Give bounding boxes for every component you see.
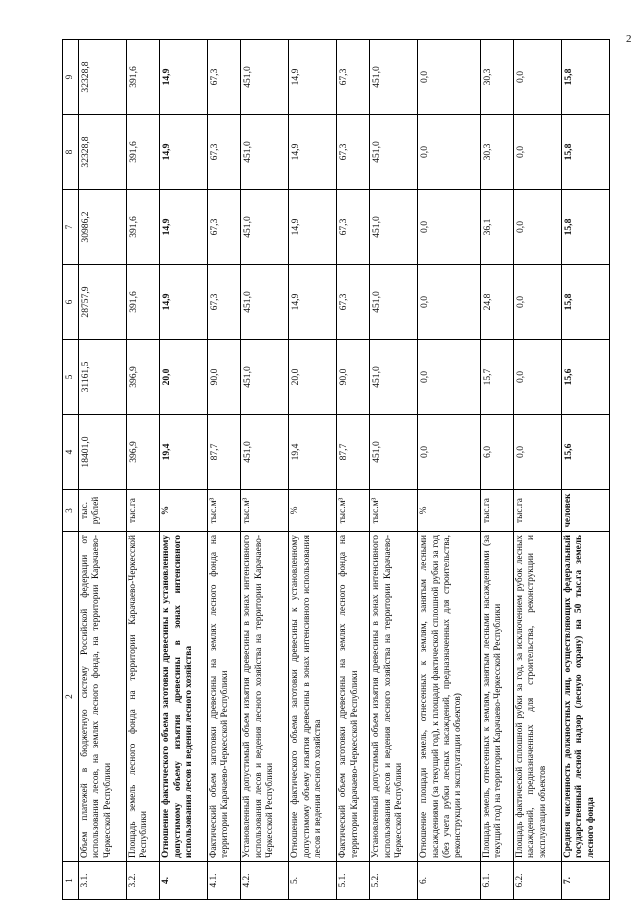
row-value: 0,0: [418, 415, 481, 490]
row-value: 14,9: [160, 265, 208, 340]
row-number: 5.: [289, 862, 337, 900]
table-row: [241, 40, 289, 900]
row-unit: тыс.м³: [337, 490, 370, 532]
row-value: 396,9: [126, 415, 159, 490]
row-value: 451,0: [370, 265, 418, 340]
row-value: 451,0: [241, 190, 289, 265]
row-value: 87,7: [208, 415, 241, 490]
row-value: 0,0: [514, 340, 562, 415]
table-row: [514, 40, 562, 900]
row-value: 0,0: [514, 265, 562, 340]
row-number: 7.: [561, 862, 609, 900]
row-value: 19,4: [160, 415, 208, 490]
row-value: 451,0: [241, 40, 289, 115]
row-value: 0,0: [418, 40, 481, 115]
header-cell: 9: [63, 40, 79, 115]
row-value: 451,0: [241, 340, 289, 415]
row-value: 0,0: [418, 340, 481, 415]
row-value: 451,0: [241, 415, 289, 490]
row-number: 6.: [418, 862, 481, 900]
header-cell: 2: [63, 532, 79, 862]
row-description: Площадь земель лесного фонда на территории Карачаево-Черкесской Республики: [126, 532, 159, 862]
row-value: 451,0: [370, 190, 418, 265]
row-value: 36,1: [480, 190, 513, 265]
row-value: 451,0: [370, 415, 418, 490]
row-number: 4.: [160, 862, 208, 900]
row-value: 67,3: [208, 40, 241, 115]
table-row: [126, 40, 159, 900]
row-description: Средняя численность должностных лиц, осуществляющих федеральный государственный лесной надзор (лесную охрану) на 50 тыс.га земель лесного фонда: [561, 532, 609, 862]
table-row: [418, 40, 481, 900]
row-value: 67,3: [208, 190, 241, 265]
row-value: 0,0: [514, 415, 562, 490]
row-number: 3.2.: [126, 862, 159, 900]
row-value: 20,0: [289, 340, 337, 415]
row-unit: %: [289, 490, 337, 532]
header-cell: 5: [63, 340, 79, 415]
row-value: 30,3: [480, 40, 513, 115]
row-value: 451,0: [370, 340, 418, 415]
table-row: [337, 40, 370, 900]
table-row: [160, 40, 208, 900]
row-value: 20,0: [160, 340, 208, 415]
row-value: 87,7: [337, 415, 370, 490]
row-unit: тыс.га: [514, 490, 562, 532]
row-unit: тыс.м³: [208, 490, 241, 532]
row-value: 0,0: [514, 40, 562, 115]
row-value: 15,8: [561, 115, 609, 190]
indicators-table: [62, 39, 610, 900]
row-value: 67,3: [337, 115, 370, 190]
row-value: 0,0: [418, 115, 481, 190]
row-value: 15,8: [561, 40, 609, 115]
row-unit: тыс.м³: [241, 490, 289, 532]
row-description: Площадь фактической сплошной рубки за год, за исключением рубок лесных насаждений, предназначенных для строительства, реконструкции и эксплуатации объектов: [514, 532, 562, 862]
row-description: Установленный допустимый объем изъятия древесины в зонах интенсивного использования лесов и ведения лесного хозяйства на территории Карачаево-Черкесской Республики: [241, 532, 289, 862]
row-value: 14,9: [289, 115, 337, 190]
row-value: 0,0: [418, 190, 481, 265]
row-value: 67,3: [337, 40, 370, 115]
row-value: 391,6: [126, 40, 159, 115]
table-body: [63, 40, 610, 900]
header-cell: 4: [63, 415, 79, 490]
row-value: 14,9: [289, 40, 337, 115]
header-cell: 6: [63, 265, 79, 340]
row-number: 5.1.: [337, 862, 370, 900]
row-description: Площадь земель, отнесенных к землям, занятым лесными насаждениями (за текущий год) на территории Карачаево-Черкесской Республики: [480, 532, 513, 862]
row-description: Фактический объем заготовки древесины на землях лесного фонда на территории Карачаево-Черкесской Республики: [337, 532, 370, 862]
row-value: 18401,0: [79, 415, 127, 490]
row-value: 90,0: [208, 340, 241, 415]
table-row: [480, 40, 513, 900]
row-unit: тыс.м³: [370, 490, 418, 532]
row-value: 15,8: [561, 190, 609, 265]
row-value: 90,0: [337, 340, 370, 415]
row-value: 30986,2: [79, 190, 127, 265]
row-description: Отношение фактического объема заготовки древесины к установленному допустимому объему изъятия древесины в зонах интенсивного использования лесов и ведения лесного хозяйства: [289, 532, 337, 862]
row-value: 15,8: [561, 265, 609, 340]
row-number: 5.2.: [370, 862, 418, 900]
row-value: 28757,9: [79, 265, 127, 340]
row-value: 67,3: [337, 190, 370, 265]
rotated-table-container: [62, 40, 610, 900]
row-value: 67,3: [208, 265, 241, 340]
row-value: 31161,5: [79, 340, 127, 415]
row-value: 14,9: [289, 265, 337, 340]
row-number: 6.1.: [480, 862, 513, 900]
row-value: 15,7: [480, 340, 513, 415]
row-value: 14,9: [289, 190, 337, 265]
table-row: [79, 40, 127, 900]
row-value: 14,9: [160, 40, 208, 115]
row-value: 32328,8: [79, 115, 127, 190]
row-unit: %: [418, 490, 481, 532]
row-value: 391,6: [126, 115, 159, 190]
row-description: Объем платежей в бюджетную систему Российской федерации от использования лесов, на землях лесного фонда, на территории Карачаево-Черкесской Республики: [79, 532, 127, 862]
row-description: Установленный допустимый объем изъятия древесины в зонах интенсивного использования лесов и ведения лесного хозяйства на территории Карачаево-Черкесской Республики: [370, 532, 418, 862]
row-unit: человек: [561, 490, 609, 532]
row-value: 67,3: [208, 115, 241, 190]
row-number: 4.2.: [241, 862, 289, 900]
row-unit: тыс.га: [126, 490, 159, 532]
row-value: 19,4: [289, 415, 337, 490]
table-row: [208, 40, 241, 900]
row-unit: тыс. рублей: [79, 490, 127, 532]
row-value: 15,6: [561, 340, 609, 415]
row-value: 14,9: [160, 190, 208, 265]
row-value: 6,0: [480, 415, 513, 490]
table-row: [561, 40, 609, 900]
header-cell: 7: [63, 190, 79, 265]
row-value: 32328,8: [79, 40, 127, 115]
row-number: 6.2.: [514, 862, 562, 900]
row-number: 4.1.: [208, 862, 241, 900]
row-value: 14,9: [160, 115, 208, 190]
row-value: 15,6: [561, 415, 609, 490]
row-value: 451,0: [241, 265, 289, 340]
row-value: 391,6: [126, 265, 159, 340]
row-unit: %: [160, 490, 208, 532]
row-value: 30,3: [480, 115, 513, 190]
row-unit: тыс.га: [480, 490, 513, 532]
row-description: Отношение площади земель, отнесенных к землям, занятым лесными насаждениями (за текущий год), к площади фактической сплошной рубки за год (без учета рубки лесных насаждений, предназначенных для строительства, реконструкции и эксплуатации объектов): [418, 532, 481, 862]
row-value: 451,0: [241, 115, 289, 190]
row-value: 67,3: [337, 265, 370, 340]
row-value: 396,9: [126, 340, 159, 415]
page-number: 2: [626, 33, 632, 45]
row-value: 24,8: [480, 265, 513, 340]
row-value: 451,0: [370, 40, 418, 115]
row-value: 0,0: [514, 190, 562, 265]
table-row: [370, 40, 418, 900]
header-cell: 8: [63, 115, 79, 190]
row-description: Отношение фактического объема заготовки древесины к установленному допустимому объему изъятия древесины в зонах интенсивного использования лесов и ведения лесного хозяйства: [160, 532, 208, 862]
row-value: 391,6: [126, 190, 159, 265]
row-number: 3.1.: [79, 862, 127, 900]
row-description: Фактический объем заготовки древесины на землях лесного фонда на территории Карачаево-Черкесской Республики: [208, 532, 241, 862]
header-cell: 1: [63, 862, 79, 900]
row-value: 0,0: [514, 115, 562, 190]
row-value: 451,0: [370, 115, 418, 190]
row-value: 0,0: [418, 265, 481, 340]
table-row: [289, 40, 337, 900]
header-cell: 3: [63, 490, 79, 532]
header-row: [63, 40, 79, 900]
